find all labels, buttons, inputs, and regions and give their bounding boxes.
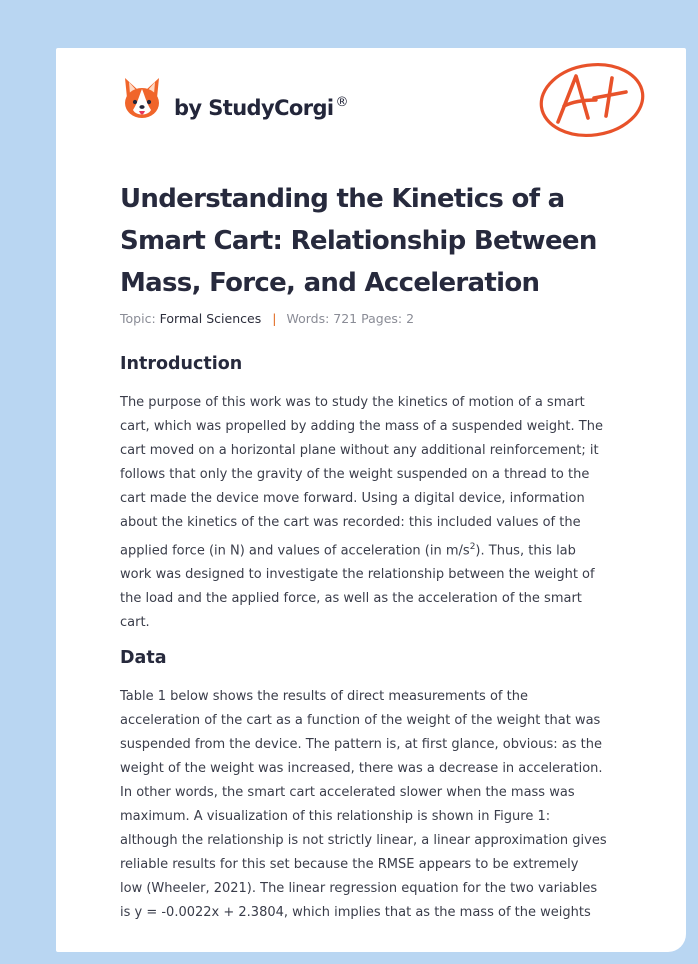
- section-heading-introduction: Introduction: [120, 354, 243, 374]
- title-line: Understanding the Kinetics of a: [120, 184, 565, 214]
- registered-mark: ®: [335, 95, 348, 110]
- pages-value: 2: [406, 311, 415, 326]
- text-line: acceleration of the cart as a function of the weight of the weight that was: [120, 713, 601, 728]
- text-line: The purpose of this work was to study the kinetics of motion of a smart: [120, 395, 585, 410]
- text-line: cart made the device move forward. Using a digital device, information: [120, 491, 585, 506]
- topic-label: Topic:: [120, 311, 156, 326]
- document-title: [120, 178, 630, 304]
- words-label: Words:: [286, 311, 330, 326]
- pages-label: Pages:: [361, 311, 403, 326]
- corgi-logo-icon: [121, 76, 163, 122]
- introduction-paragraph: [120, 391, 640, 635]
- text-line: [120, 535, 640, 563]
- text-line: weight of the weight was increased, there was a decrease in acceleration.: [120, 761, 603, 776]
- text-line: cart moved on a horizontal plane without any additional reinforcement; it: [120, 443, 599, 458]
- text-line: cart, which was propelled by adding the mass of a suspended weight. The: [120, 419, 603, 434]
- text-line: reliable results for this set because the RMSE appears to be extremely: [120, 857, 579, 872]
- text-line: is y = -0.0022x + 2.3804, which implies that as the mass of the weights: [120, 905, 591, 920]
- header: [56, 48, 686, 158]
- text-line: Table 1 below shows the results of direct measurements of the: [120, 689, 528, 704]
- document-page: [56, 48, 686, 952]
- text-segment: applied force (in N) and values of acceleration (in m/s: [120, 543, 470, 559]
- superscript: 2: [469, 542, 476, 552]
- text-line: work was designed to investigate the relationship between the weight of: [120, 567, 595, 583]
- text-line: suspended from the device. The pattern is, at first glance, obvious: as the: [120, 737, 602, 752]
- text-line: In other words, the smart cart accelerated slower when the mass was: [120, 785, 575, 800]
- brand-name[interactable]: by StudyCorgi ®: [174, 95, 348, 120]
- text-segment: ). Thus, this lab: [475, 543, 576, 559]
- grade-a-plus-stamp-icon: [538, 60, 648, 140]
- section-heading-data: Data: [120, 648, 167, 668]
- title-line: Mass, Force, and Acceleration: [120, 268, 540, 298]
- text-line: low (Wheeler, 2021). The linear regression equation for the two variables: [120, 881, 598, 896]
- words-value: 721: [333, 311, 358, 326]
- meta-separator: |: [272, 311, 277, 326]
- document-meta: [120, 311, 414, 326]
- text-line: although the relationship is not strictly linear, a linear approximation gives: [120, 833, 607, 848]
- title-line: Smart Cart: Relationship Between: [120, 226, 597, 256]
- text-line: about the kinetics of the cart was recorded: this included values of the: [120, 515, 581, 530]
- topic-link[interactable]: Formal Sciences: [159, 311, 262, 326]
- data-paragraph: [120, 685, 640, 925]
- text-line: follows that only the gravity of the weight suspended on a thread to the: [120, 467, 590, 482]
- text-line: maximum. A visualization of this relationship is shown in Figure 1:: [120, 809, 551, 824]
- text-line: the load and the applied force, as well as the acceleration of the smart: [120, 591, 582, 607]
- text-line: cart.: [120, 615, 150, 631]
